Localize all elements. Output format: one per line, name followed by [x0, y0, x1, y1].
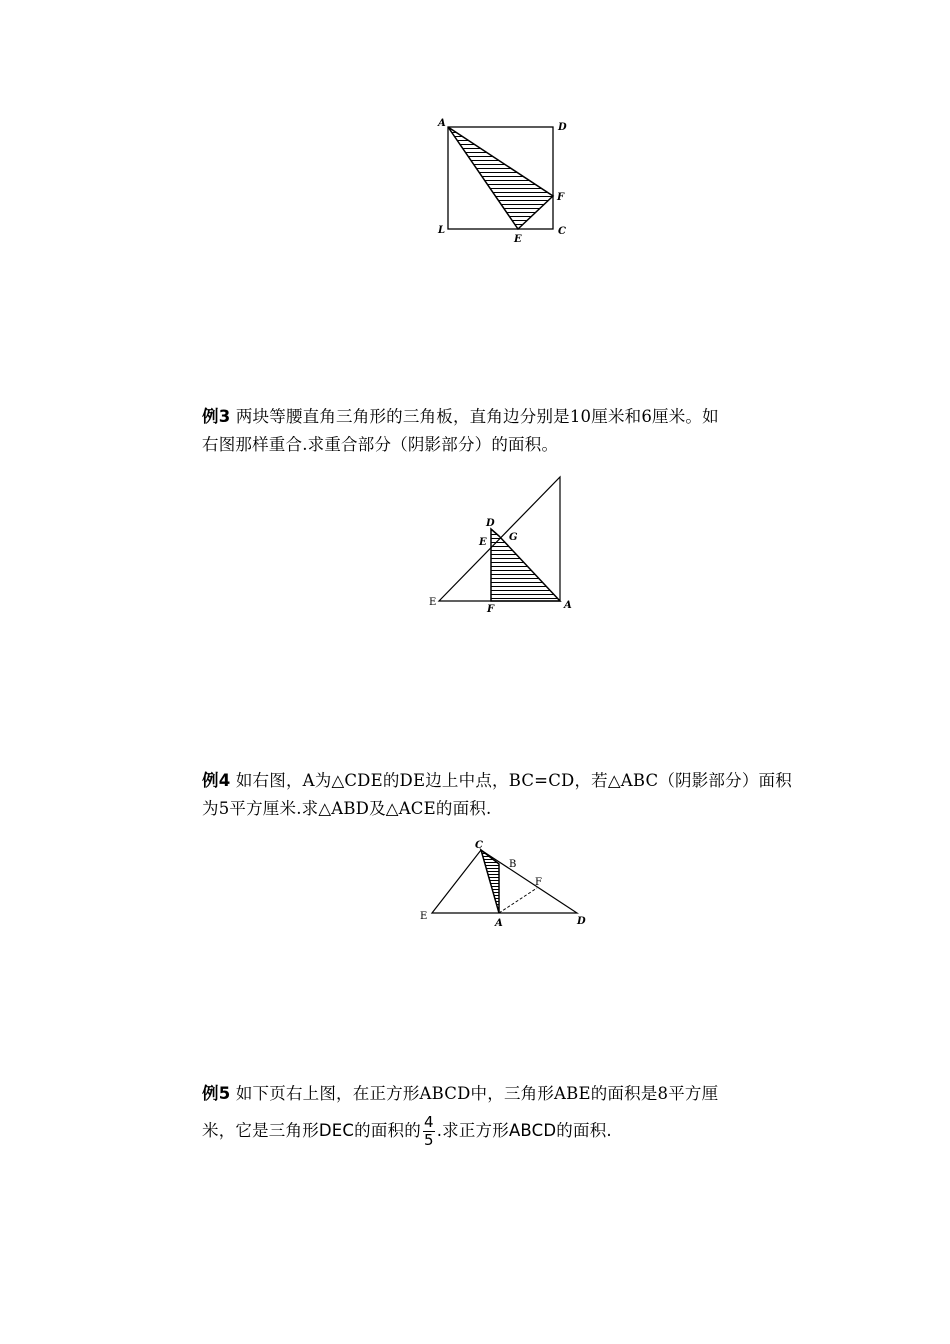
dashed-line-af	[499, 888, 537, 913]
label-e-left: E	[429, 597, 437, 608]
fraction-numerator: 4	[423, 1113, 434, 1131]
figure-square-triangle	[430, 112, 580, 247]
label-f: F	[487, 604, 495, 615]
label-f: F	[535, 877, 542, 888]
fraction-denominator: 5	[423, 1131, 434, 1149]
label-a: A	[438, 118, 446, 129]
label-c: C	[475, 840, 483, 851]
shaded-triangle	[448, 127, 553, 229]
example-4	[202, 767, 812, 823]
label-c: C	[558, 226, 566, 237]
triangle-cde	[432, 850, 577, 913]
label-a: A	[495, 918, 503, 929]
label-e: E	[514, 234, 522, 245]
example-5-lead: 例5	[202, 1084, 231, 1103]
example-5-line2-end: .求正方形ABCD的面积.	[436, 1121, 612, 1140]
example-5-line2-start: 米，它是三角形DEC的面积的	[202, 1121, 421, 1140]
example-3	[202, 403, 812, 459]
example-4-line2: 为5平方厘米.求△ABD及△ACE的面积.	[202, 799, 492, 818]
example-3-lead: 例3	[202, 407, 231, 426]
label-e: E	[420, 911, 428, 922]
label-f: F	[557, 192, 565, 203]
example-4-line1: 如右图，A为△CDE的DE边上中点，BC=CD，若△ABC（阴影部分）面积	[235, 771, 792, 790]
shaded-overlap	[491, 529, 560, 601]
example-3-line1: 两块等腰直角三角形的三角板，直角边分别是10厘米和6厘米。如	[235, 407, 719, 426]
example-5	[202, 1080, 812, 1149]
label-a: A	[564, 600, 572, 611]
label-b: B	[509, 859, 517, 870]
label-d: D	[577, 916, 586, 927]
figure-triangle-cde	[415, 835, 595, 930]
fraction	[423, 1114, 435, 1149]
label-d: D	[558, 122, 567, 133]
label-g: G	[509, 532, 518, 543]
label-e-upper: E	[479, 537, 487, 548]
example-4-lead: 例4	[202, 771, 231, 790]
label-b: L	[438, 225, 446, 236]
figure-overlapping-triangles	[425, 470, 585, 615]
example-3-line2: 右图那样重合.求重合部分（阴影部分）的面积。	[202, 435, 559, 454]
example-5-line1: 如下页右上图，在正方形ABCD中，三角形ABE的面积是8平方厘	[235, 1084, 719, 1103]
label-d: D	[486, 518, 495, 529]
